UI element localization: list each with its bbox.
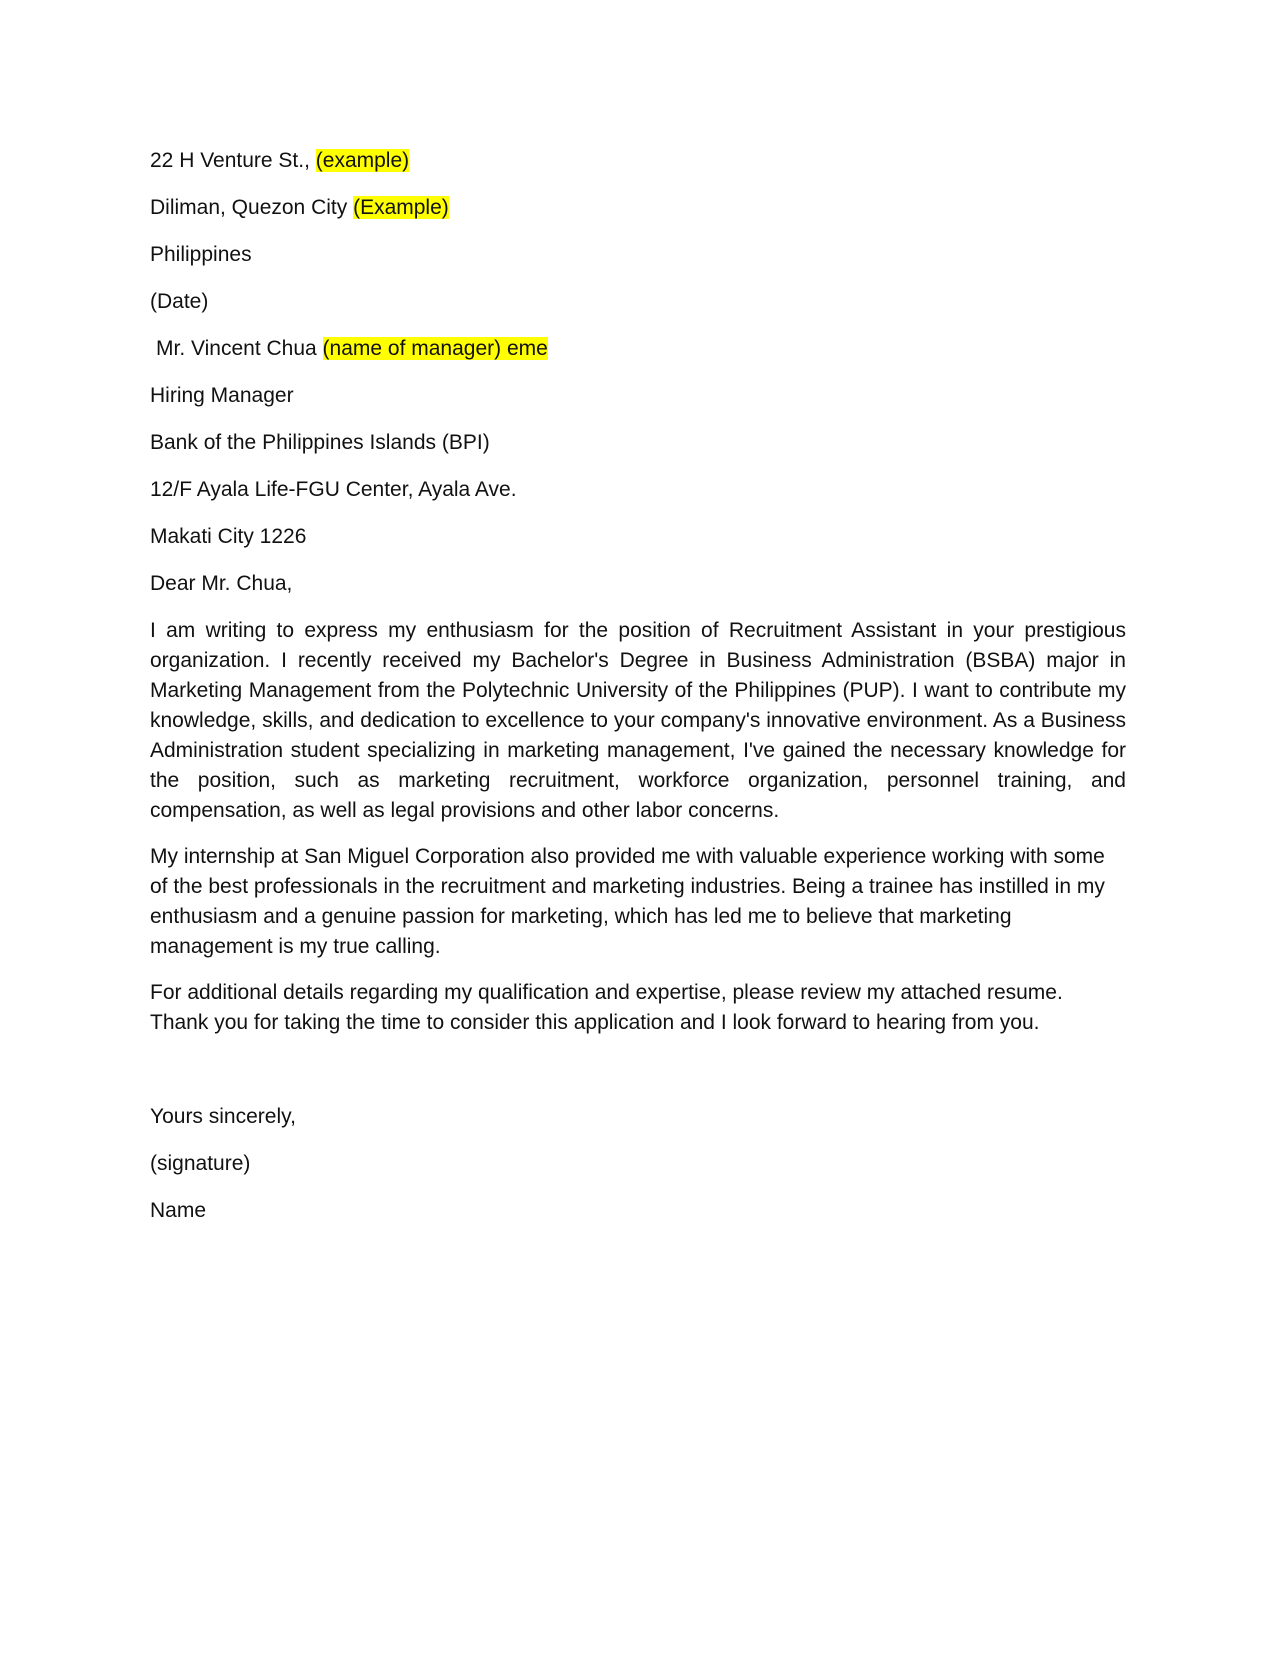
address-line-2-text: Diliman, Quezon City (150, 196, 354, 219)
closing-spacer (150, 1054, 1126, 1102)
body-paragraph-2: My internship at San Miguel Corporation also provided me with valuable experience working with some of the best professionals in the recruitment and marketing industries. Being a trainee has instilled in my enthusiasm and a genuine passion for marketing, which has led me to believe that marketing management is my true calling. (150, 845, 1105, 958)
letter-date: (Date) (150, 290, 209, 313)
body-paragraph-3-line-1: For additional details regarding my qualification and expertise, please review my attached resume. (150, 981, 1063, 1004)
recipient-company: Bank of the Philippines Islands (BPI) (150, 431, 490, 454)
sender-address-line-2 (150, 193, 1126, 223)
cover-letter (150, 146, 1126, 1243)
body-paragraph-3-line-2: Thank you for taking the time to consider this application and I look forward to hearing from you. (150, 1011, 1040, 1034)
address-line-1-highlight: (example) (315, 149, 410, 172)
body-paragraph-3 (150, 978, 1126, 1038)
salutation: Dear Mr. Chua, (150, 572, 293, 595)
body-paragraph-1: I am writing to express my enthusiasm for the position of Recruitment Assistant in your prestigious organization. I recently received my Bachelor's Degree in Business Administration (BSBA) major in Marketing Management from the Polytechnic University of the Philippines (PUP). I want to contribute my knowledge, skills, and dedication to excellence to your company's innovative environment. As a Business Administration student specializing in marketing management, I've gained the necessary knowledge for the position, such as marketing recruitment, workforce organization, personnel training, and compensation, as well as legal provisions and other labor concerns. (150, 619, 1126, 822)
recipient-name-text: Mr. Vincent Chua (156, 337, 323, 360)
sender-country: Philippines (150, 243, 252, 266)
recipient-name-highlight: (name of manager) eme (322, 337, 548, 360)
sender-address-line-1 (150, 146, 1126, 176)
sender-name: Name (150, 1199, 207, 1222)
recipient-city: Makati City 1226 (150, 525, 307, 548)
valediction: Yours sincerely, (150, 1105, 296, 1128)
address-line-2-highlight: (Example) (353, 196, 449, 219)
recipient-name-line (150, 334, 1126, 364)
recipient-street: 12/F Ayala Life-FGU Center, Ayala Ave. (150, 478, 517, 501)
address-line-1-text: 22 H Venture St., (150, 149, 316, 172)
signature-placeholder: (signature) (150, 1152, 251, 1175)
recipient-title: Hiring Manager (150, 384, 294, 407)
